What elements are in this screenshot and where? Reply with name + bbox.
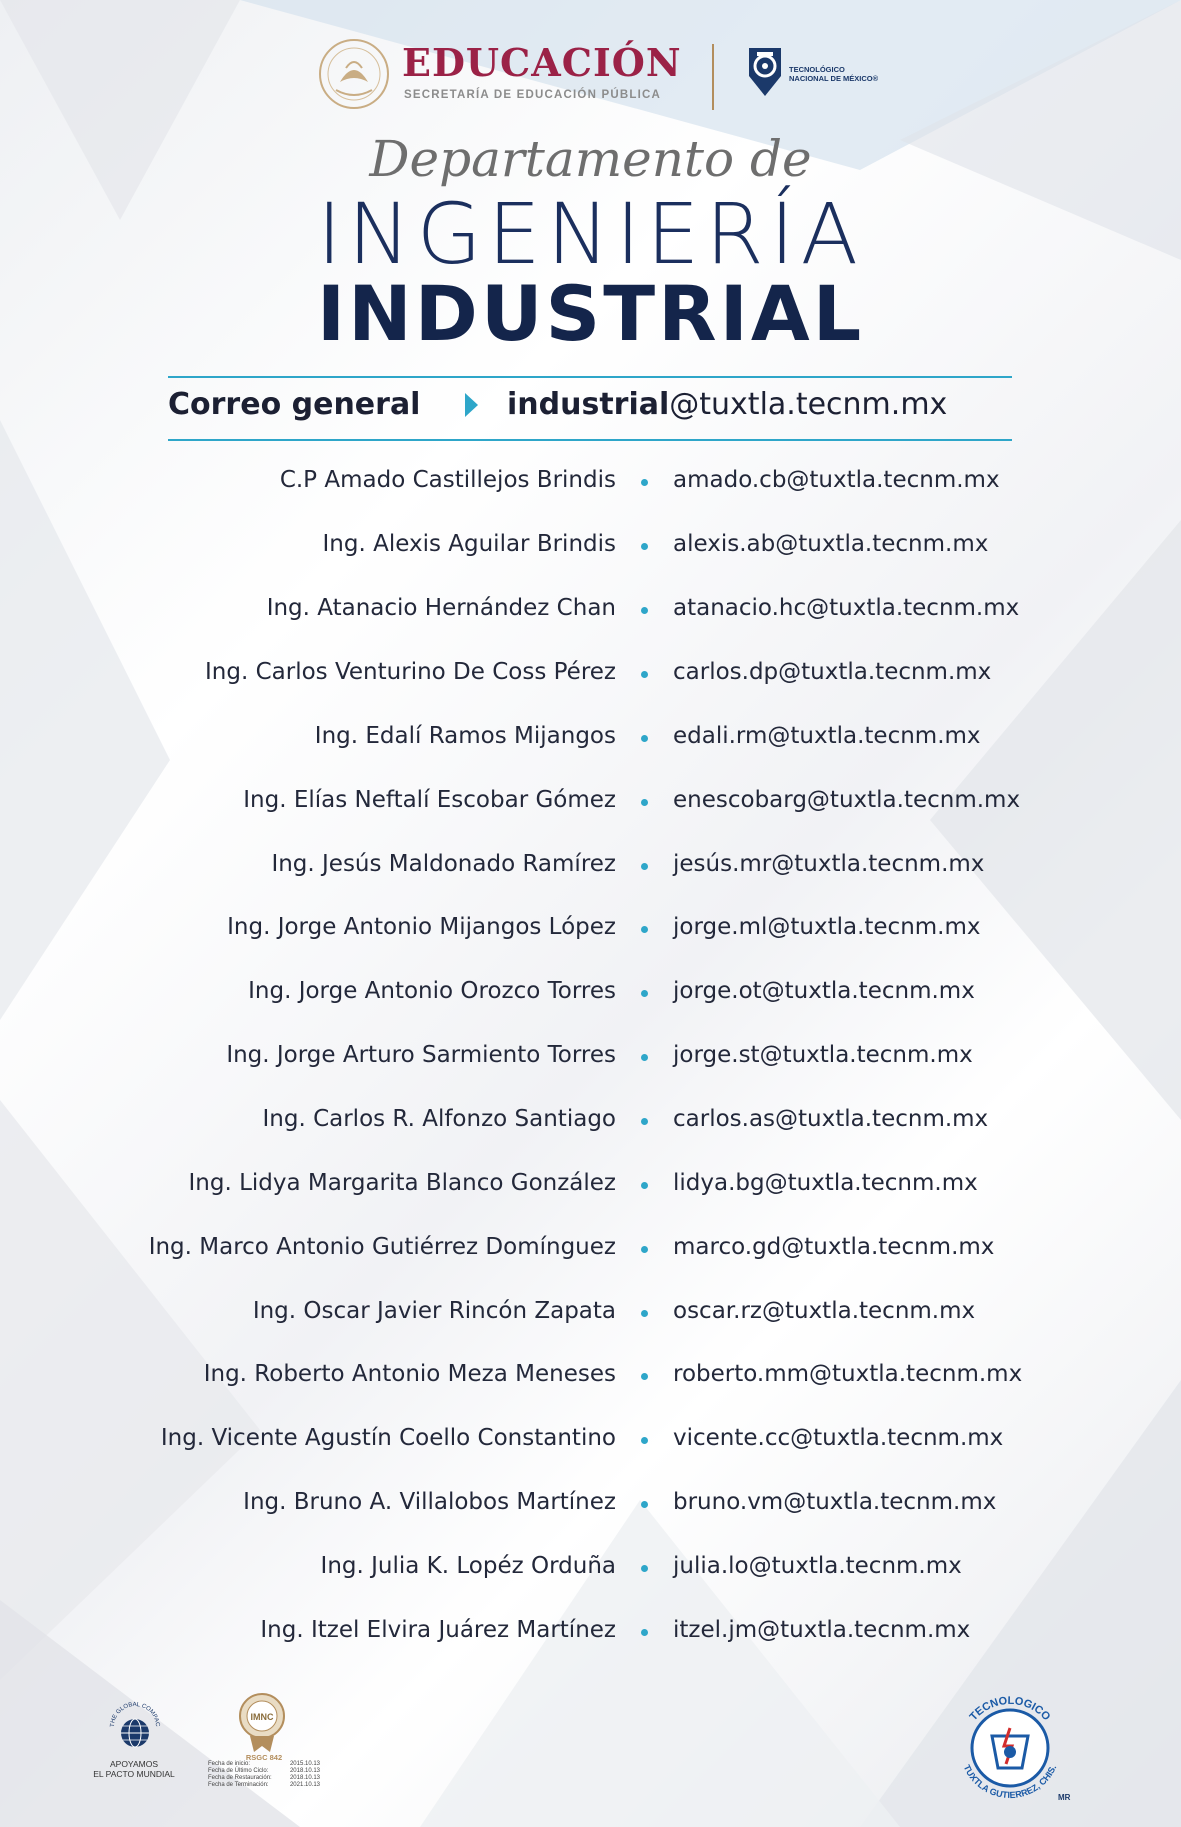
- directory-row: [0, 1353, 1181, 1393]
- directory-row: [0, 1290, 1181, 1330]
- department-heading: Departamento de: [369, 130, 812, 188]
- staff-email[interactable]: enescobarg@tuxtla.tecnm.mx: [673, 787, 1021, 813]
- bullet-icon: [641, 1054, 648, 1061]
- directory-row: [0, 779, 1181, 819]
- quality-date-row: [208, 1782, 320, 1789]
- staff-email[interactable]: bruno.vm@tuxtla.tecnm.mx: [673, 1489, 997, 1515]
- staff-email[interactable]: lidya.bg@tuxtla.tecnm.mx: [673, 1170, 978, 1196]
- directory-row: [0, 523, 1181, 563]
- bullet-icon: [641, 926, 648, 933]
- global-compact-caption: [86, 1759, 182, 1779]
- staff-name: Ing. Carlos R. Alfonzo Santiago: [262, 1106, 616, 1132]
- staff-email[interactable]: jorge.ml@tuxtla.tecnm.mx: [673, 914, 981, 940]
- directory-row: [0, 1098, 1181, 1138]
- bullet-icon: [641, 1629, 648, 1636]
- staff-name: C.P Amado Castillejos Brindis: [279, 467, 616, 493]
- staff-name: Ing. Jorge Antonio Mijangos López: [227, 914, 616, 940]
- un-global-compact-icon: [106, 1697, 164, 1755]
- directory-row: [0, 587, 1181, 627]
- staff-email[interactable]: amado.cb@tuxtla.tecnm.mx: [673, 467, 1000, 493]
- staff-name: Ing. Jesús Maldonado Ramírez: [271, 851, 616, 877]
- bullet-icon: [641, 990, 648, 997]
- quality-info: [208, 1754, 320, 1789]
- bullet-icon: [641, 1565, 648, 1572]
- title-industrial: INDUSTRIAL: [316, 269, 865, 358]
- staff-name: Ing. Vicente Agustín Coello Constantino: [160, 1425, 616, 1451]
- general-email-domain: @tuxtla.tecnm.mx: [669, 387, 948, 422]
- staff-name: Ing. Lidya Margarita Blanco González: [188, 1170, 616, 1196]
- tecnm-name: [789, 65, 909, 83]
- directory-row: [0, 459, 1181, 499]
- quality-date-label: Fecha de inicio:: [208, 1761, 251, 1767]
- bullet-icon: [641, 799, 648, 806]
- bullet-icon: [641, 863, 648, 870]
- staff-name: Ing. Roberto Antonio Meza Meneses: [203, 1361, 616, 1387]
- staff-name: Ing. Marco Antonio Gutiérrez Domínguez: [148, 1234, 616, 1260]
- staff-name: Ing. Edalí Ramos Mijangos: [314, 723, 616, 749]
- bullet-icon: [641, 1310, 648, 1317]
- tecnm-name-line2: NACIONAL DE MÉXICO®: [789, 74, 879, 83]
- header-bar: [0, 28, 1181, 108]
- staff-email[interactable]: julia.lo@tuxtla.tecnm.mx: [673, 1553, 962, 1579]
- quality-date-value: 2021.10.13: [289, 1782, 320, 1788]
- directory-row: [0, 1609, 1181, 1649]
- global-compact-line2: EL PACTO MUNDIAL: [93, 1769, 175, 1779]
- bullet-icon: [641, 479, 648, 486]
- staff-email[interactable]: marco.gd@tuxtla.tecnm.mx: [673, 1234, 995, 1260]
- bullet-icon: [641, 1501, 648, 1508]
- staff-email[interactable]: roberto.mm@tuxtla.tecnm.mx: [673, 1361, 1023, 1387]
- bullet-icon: [641, 671, 648, 678]
- education-subtitle: SECRETARÍA DE EDUCACIÓN PÚBLICA: [404, 89, 661, 101]
- staff-email[interactable]: vicente.cc@tuxtla.tecnm.mx: [673, 1425, 1004, 1451]
- bullet-icon: [641, 1246, 648, 1253]
- general-email-user: industrial: [507, 387, 670, 422]
- global-compact-arc-text: THE GLOBAL COMPAC: [109, 1701, 161, 1728]
- staff-name: Ing. Bruno A. Villalobos Martínez: [243, 1489, 616, 1515]
- staff-email[interactable]: jesús.mr@tuxtla.tecnm.mx: [673, 851, 985, 877]
- education-title: EDUCACIÓN: [402, 40, 682, 85]
- staff-email[interactable]: jorge.ot@tuxtla.tecnm.mx: [673, 978, 975, 1004]
- tec-tuxtla-badge-icon: [946, 1688, 1074, 1806]
- quality-date-row: [208, 1775, 320, 1782]
- staff-name: Ing. Alexis Aguilar Brindis: [322, 531, 616, 557]
- staff-email[interactable]: itzel.jm@tuxtla.tecnm.mx: [673, 1617, 971, 1643]
- tecnm-name-line1: TECNOLÓGICO: [789, 65, 845, 74]
- arrow-right-icon: [465, 393, 478, 417]
- tec-badge-mark: MR: [1058, 1793, 1071, 1802]
- staff-email[interactable]: carlos.dp@tuxtla.tecnm.mx: [673, 659, 992, 685]
- staff-name: Ing. Oscar Javier Rincón Zapata: [252, 1298, 616, 1324]
- general-rule-bottom: [168, 439, 1012, 441]
- tec-badge-bottom-text: TUXTLA GUTIERREZ, CHIS.: [961, 1763, 1059, 1801]
- directory-row: [0, 1481, 1181, 1521]
- staff-email[interactable]: edali.rm@tuxtla.tecnm.mx: [673, 723, 981, 749]
- header-divider: [712, 44, 714, 110]
- quality-date-label: Fecha de Terminación:: [208, 1782, 269, 1788]
- staff-email[interactable]: alexis.ab@tuxtla.tecnm.mx: [673, 531, 989, 557]
- title-ingenieria: INGENIERÍA: [316, 185, 865, 283]
- bullet-icon: [641, 1437, 648, 1444]
- general-email-label: Correo general: [168, 387, 421, 422]
- staff-email[interactable]: atanacio.hc@tuxtla.tecnm.mx: [673, 595, 1020, 621]
- staff-name: Ing. Itzel Elvira Juárez Martínez: [260, 1617, 616, 1643]
- staff-name: Ing. Jorge Antonio Orozco Torres: [248, 978, 616, 1004]
- quality-date-label: Fecha de Restauración:: [208, 1775, 272, 1781]
- quality-code: RSGC 842: [245, 1753, 283, 1762]
- staff-email[interactable]: oscar.rz@tuxtla.tecnm.mx: [673, 1298, 976, 1324]
- bullet-icon: [641, 1118, 648, 1125]
- quality-date-row: [208, 1761, 320, 1768]
- quality-date-value: 2018.10.13: [289, 1768, 320, 1774]
- quality-seal-text: IMNC: [250, 1712, 274, 1722]
- quality-date-row: [208, 1768, 320, 1775]
- quality-date-value: 2015.10.13: [289, 1761, 320, 1767]
- bullet-icon: [641, 543, 648, 550]
- staff-name: Ing. Atanacio Hernández Chan: [266, 595, 616, 621]
- quality-date-label: Fecha de Último Ciclo:: [208, 1768, 269, 1774]
- staff-name: Ing. Julia K. Lopéz Orduña: [320, 1553, 616, 1579]
- general-email[interactable]: [507, 387, 947, 422]
- global-compact-line1: APOYAMOS: [109, 1759, 159, 1769]
- staff-name: Ing. Carlos Venturino De Coss Pérez: [205, 659, 616, 685]
- directory-row: [0, 1034, 1181, 1074]
- staff-email[interactable]: jorge.st@tuxtla.tecnm.mx: [673, 1042, 973, 1068]
- directory-row: [0, 1226, 1181, 1266]
- directory-row: [0, 1162, 1181, 1202]
- general-rule-top: [168, 376, 1012, 378]
- tecnm-logo-icon: [745, 46, 785, 98]
- staff-name: Ing. Elías Neftalí Escobar Gómez: [243, 787, 616, 813]
- staff-name: Ing. Jorge Arturo Sarmiento Torres: [226, 1042, 616, 1068]
- bullet-icon: [641, 1373, 648, 1380]
- staff-email[interactable]: carlos.as@tuxtla.tecnm.mx: [673, 1106, 989, 1132]
- quality-seal-icon: [234, 1690, 290, 1754]
- bullet-icon: [641, 607, 648, 614]
- directory-row: [0, 1545, 1181, 1585]
- directory-row: [0, 1417, 1181, 1457]
- mexico-seal-icon: [318, 38, 390, 110]
- tec-badge-top-text: TECNOLOGICO: [967, 1694, 1053, 1724]
- directory-row: [0, 651, 1181, 691]
- directory-row: [0, 970, 1181, 1010]
- directory-row: [0, 843, 1181, 883]
- bullet-icon: [641, 735, 648, 742]
- directory-row: [0, 906, 1181, 946]
- directory-row: [0, 715, 1181, 755]
- quality-date-value: 2018.10.13: [289, 1775, 320, 1781]
- bullet-icon: [641, 1182, 648, 1189]
